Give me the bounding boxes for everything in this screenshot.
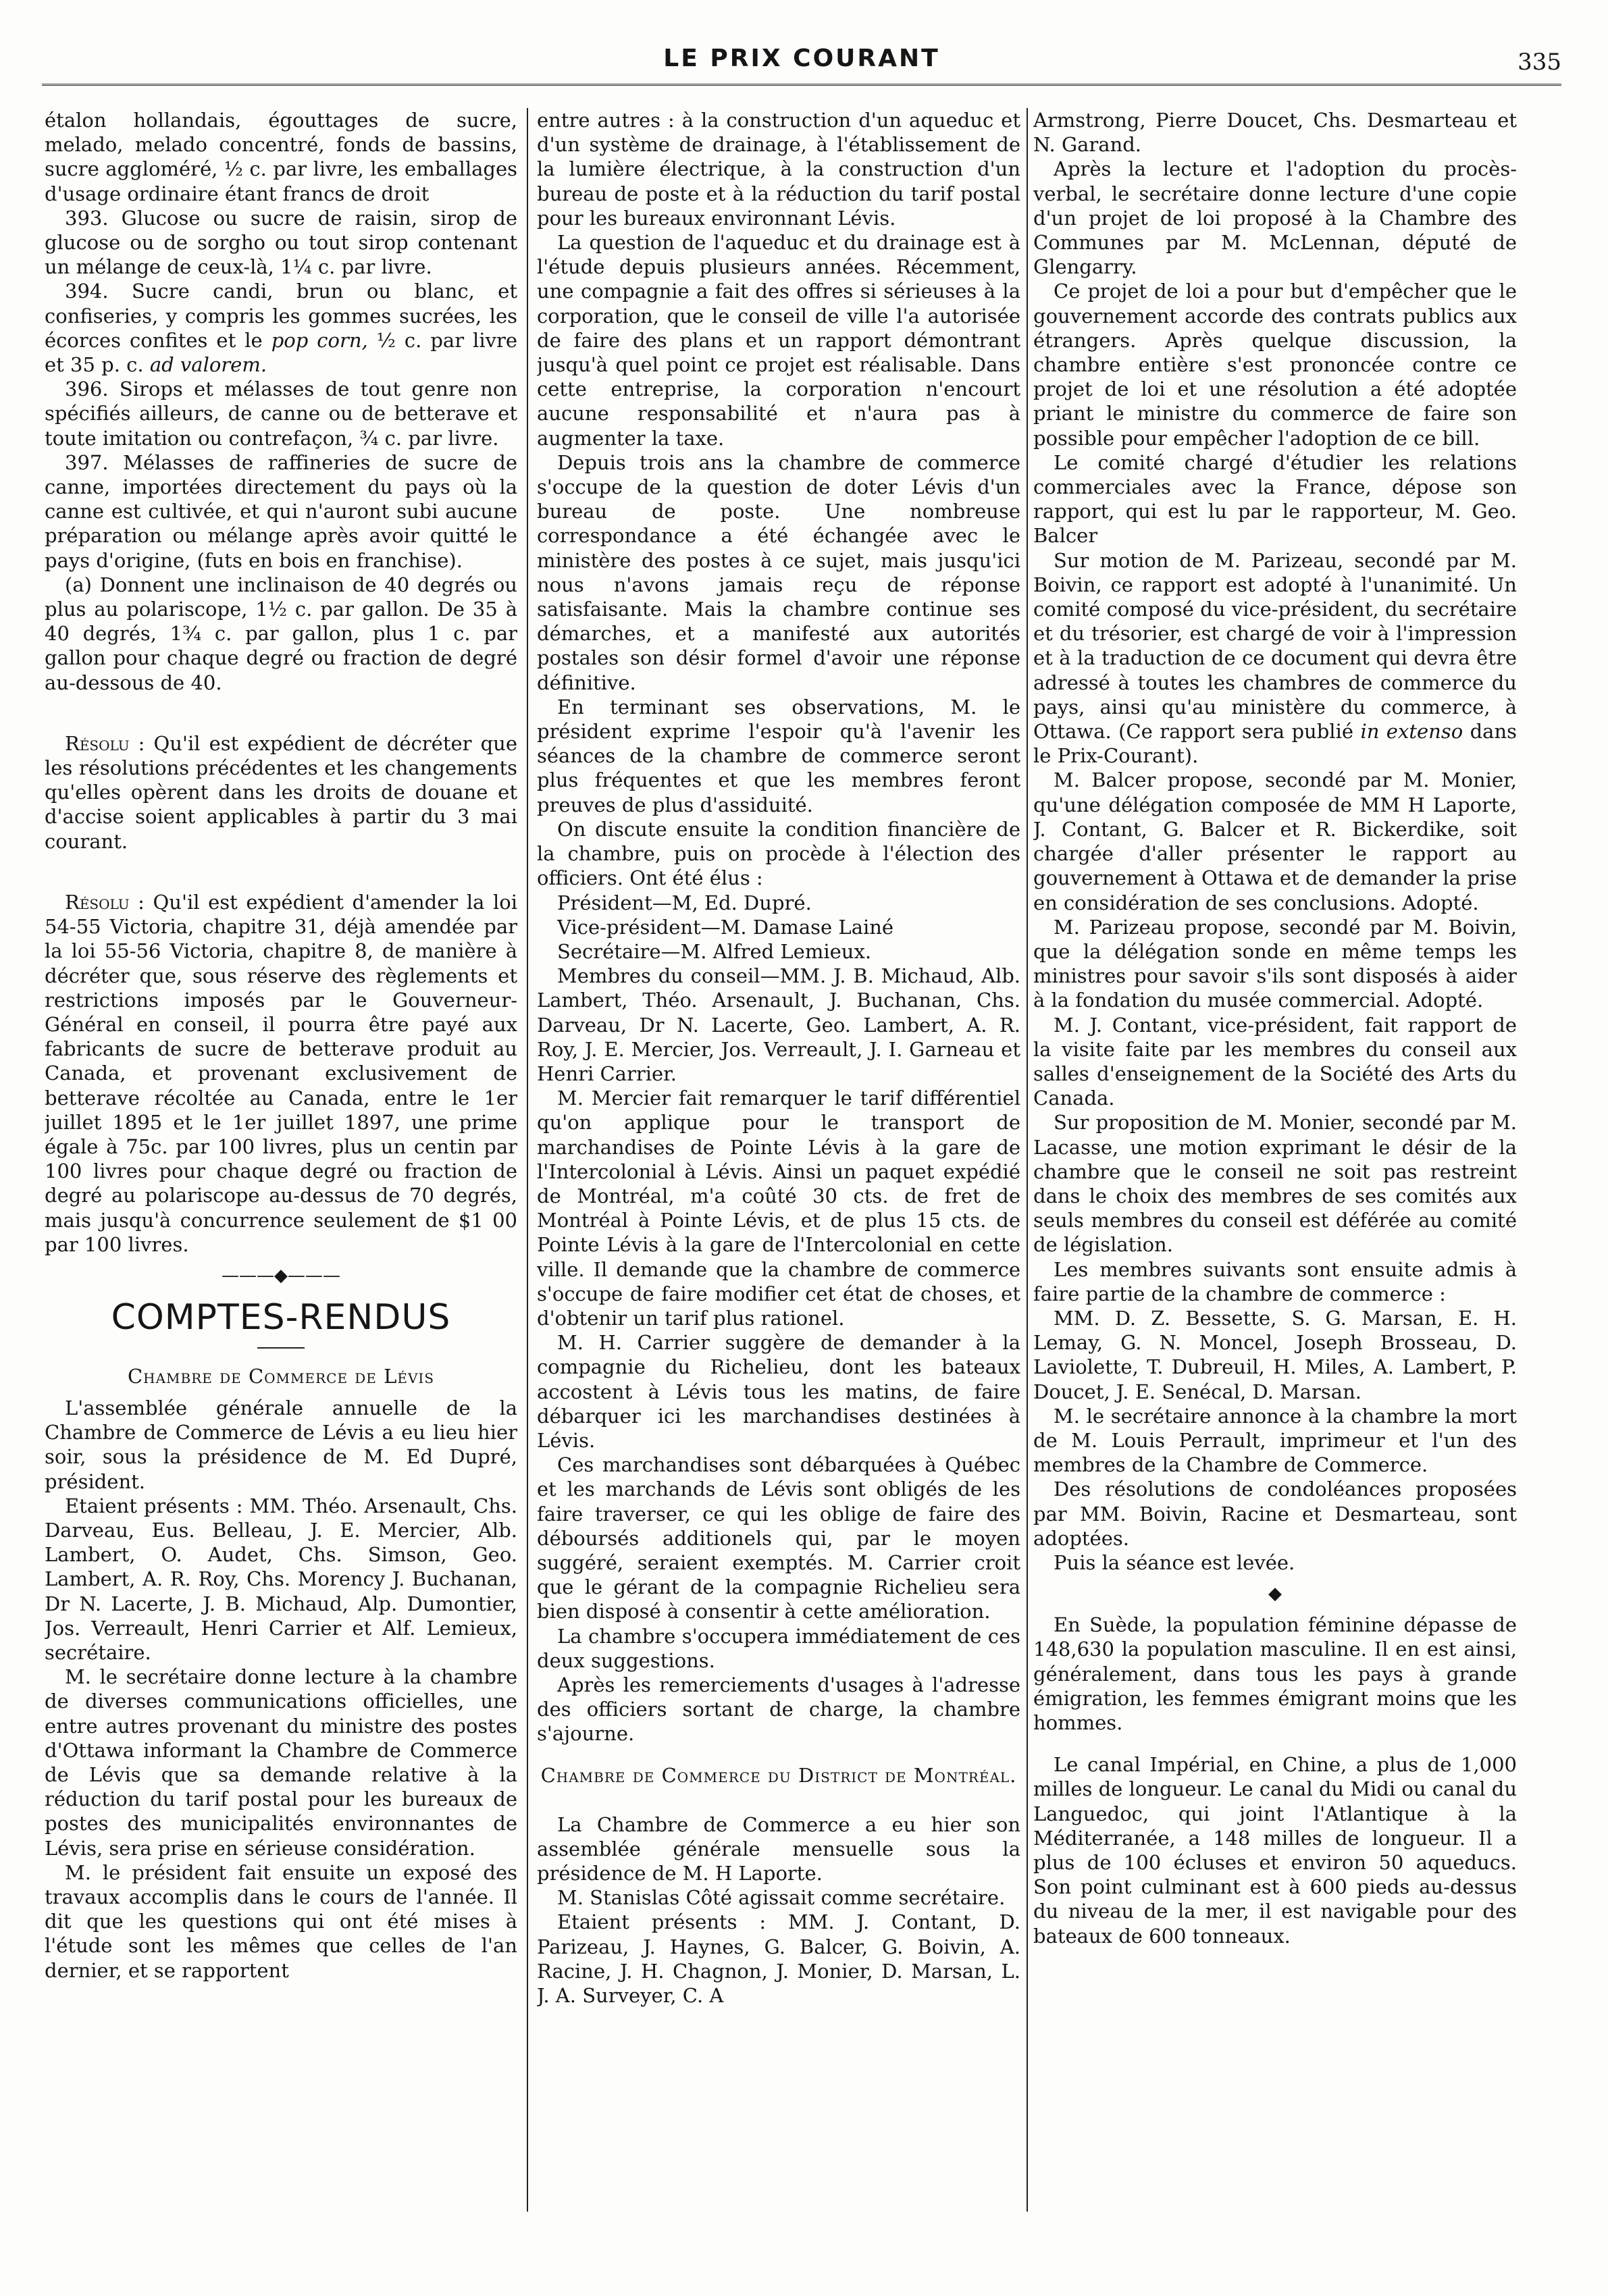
paragraph: M. J. Contant, vice-président, fait rapport de la visite faite par les membres du conseil aux salles d'enseignement de la Société des Arts du Canada.	[1033, 1013, 1517, 1110]
paragraph: Le comité chargé d'étudier les relations commerciales avec la France, dépose son rapport, qui est lu par le rapporteur, M. Geo. Balcer	[1033, 450, 1517, 548]
paragraph: M. Parizeau propose, secondé par M. Boivin, que la délégation sonde en même temps les ministres pour savoir s'ils sont disposés à aider à la fondation du musée commercial. Adopté.	[1033, 915, 1517, 1012]
paragraph: M. Balcer propose, secondé par M. Monier, qu'une délégation composée de MM H Laporte, J. Contant, G. Balcer et R. Bickerdike, soit chargée d'aller présenter le rapport au gouvernement à Ottawa et de demander la prise en considération de ses conclusions. Adopté.	[1033, 768, 1517, 914]
spacer	[45, 854, 517, 890]
paragraph: Des résolutions de condoléances proposées par MM. Boivin, Racine et Desmarteau, sont adoptées.	[1033, 1478, 1517, 1550]
paragraph: Etaient présents : MM. J. Contant, D. Parizeau, J. Haynes, G. Balcer, G. Boivin, A. Racine, J. H. Chagnon, J. Monier, D. Marsan, L. J. A. Surveyer, C. A	[537, 1910, 1020, 2008]
paragraph: Puis la séance est levée.	[1054, 1550, 1295, 1574]
paragraph: entre autres : à la construction d'un aqueduc et d'un système de drainage, à l'établissement de la lumière électrique, à la construction d'un bureau de poste et à la réduction du tarif postal pour les bureaux environnant Lévis.	[537, 109, 1020, 230]
paragraph: La question de l'aqueduc et du drainage est à l'étude depuis plusieurs années. Récemment, une compagnie a fait des offres si sérieuses à la corporation, que le conseil de ville l'a autorisée de faire des plans et un rapport démontrant jusqu'à quel point ce projet est réalisable. Dans cette entreprise, la corporation n'encourt aucune responsabilité et n'aura pas à augmenter la taxe.	[537, 231, 1020, 450]
paragraph: Ces marchandises sont débarquées à Québec et les marchands de Lévis sont obligés de les faire traverser, ce qui les oblige de faire des déboursés additionels qui, par le moyen suggéré, seraient exemptés. M. Carrier croit que le gérant de la compagnie Richelieu sera bien disposé à consentir à cette amélioration.	[537, 1453, 1020, 1623]
subhead: Chambre de Commerce du District de Montréal.	[540, 1763, 1017, 1787]
paragraph: L'assemblée générale annuelle de la Chambre de Commerce de Lévis a eu lieu hier soir, sous la présidence de M. Ed Dupré, président.	[45, 1396, 517, 1493]
subhead: Chambre de Commerce de Lévis	[127, 1364, 435, 1388]
paragraph: 397. Mélasses de raffineries de sucre de canne, importées directement du pays où la canne est cultivée, et qui n'auront subi aucune préparation ou mélange après avoir quitté le pays d'origine, (futs en bois en franchise).	[45, 450, 517, 572]
italic-text: in extenso	[1360, 720, 1463, 743]
paragraph: La chambre s'occupera immédiatement de ces deux suggestions.	[537, 1624, 1020, 1672]
paragraph: Membres du conseil—MM. J. B. Michaud, Alb. Lambert, Théo. Arsenault, J. Buchanan, Chs. Darveau, Dr N. Lacerte, Geo. Lambert, A. R. Roy, J. E. Mercier, Jos. Verreault, J. I. Garneau et Henri Carrier.	[537, 964, 1020, 1085]
header-rule	[42, 84, 1561, 86]
paragraph: MM. D. Z. Bessette, S. G. Marsan, E. H. Lemay, G. N. Moncel, Joseph Brosseau, D. Laviolette, T. Dubreuil, H. Miles, A. Lambert, P. Doucet, J. E. Senécal, D. Marsan.	[1033, 1306, 1517, 1403]
paragraph: Etaient présents : MM. Théo. Arsenault, Chs. Darveau, Eus. Belleau, J. E. Mercier, Alb. Lambert, O. Audet, Chs. Simson, Geo. Lambert, A. R. Roy, Chs. Morency J. Buchanan, Dr N. Lacerte, J. B. Michaud, Alp. Dumontier, Jos. Verreault, Henri Carrier et Alf. Lemieux, secrétaire.	[45, 1494, 517, 1664]
italic-text: ad valorem.	[149, 353, 267, 377]
paragraph: Après les remerciements d'usages à l'adresse des officiers sortant de charge, la chambre s'ajourne.	[537, 1673, 1020, 1746]
text-run: dans le Prix-Courant).	[1033, 720, 1517, 768]
column-divider	[1027, 108, 1028, 2212]
text-run: Sur motion de M. Parizeau, secondé par M. Boivin, ce rapport est adopté à l'unanimité. Un comité composé du vice-président, du secrétaire et du trésorier, est chargé de voir à l'impression et à la traduction de ce document qui devra être adressé à toutes les chambres de commerce du pays, ainsi qu'au ministère du commerce, à Ottawa. (Ce rapport sera publié	[1033, 548, 1517, 743]
ornament-divider: ◆	[1268, 1584, 1282, 1604]
paragraph: Président—M, Ed. Dupré.	[557, 891, 812, 914]
paragraph: M. le secrétaire annonce à la chambre la mort de M. Louis Perrault, imprimeur et l'un des membres de la Chambre de Commerce.	[1033, 1404, 1517, 1477]
paragraph: En terminant ses observations, M. le président exprime l'espoir qu'à l'avenir les séances de la chambre de commerce seront plus fréquentes et que les membres feront preuves de plus d'assiduité.	[537, 695, 1020, 816]
paragraph: La Chambre de Commerce a eu hier son assemblée générale mensuelle sous la présidence de M. H Laporte.	[537, 1812, 1020, 1885]
spacer	[537, 1795, 1020, 1812]
paragraph: Ce projet de loi a pour but d'empêcher que le gouvernement accorde des contrats publics aux étrangers. Après quelque discussion, la chambre entière s'est prononcée contre ce projet de loi et une résolution a été adoptée priant le ministre du commerce de faire son possible pour empêcher l'adoption de ce bill.	[1033, 280, 1517, 450]
resolution-label: Résolu :	[65, 731, 145, 755]
paragraph: Vice-président—M. Damase Lainé	[557, 915, 894, 939]
paragraph: étalon hollandais, égouttages de sucre, melado, melado concentré, fonds de bassins, sucre aggloméré, ½ c. par livre, les emballages d'usage ordinaire étant francs de droit	[45, 109, 517, 205]
text-run: Qu'il est expédient de décréter que les résolutions précédentes et les changements qu'elles opèrent dans les droits de douane et d'accise soient applicables à partir du 3 mai courant.	[45, 731, 517, 853]
text-run: ½ c. par livre et 35 p. c.	[45, 328, 517, 377]
paragraph: On discute ensuite la condition financière de la chambre, puis on procède à l'élection des officiers. Ont été élus :	[537, 817, 1020, 890]
resolution	[45, 890, 517, 1257]
short-rule	[257, 1347, 305, 1349]
paragraph: M. le président fait ensuite un exposé des travaux accomplis dans le cours de l'année. Il dit que les questions qui ont été mises à l'étude sont les mêmes que celles de l'an dernier, et se rapportent	[45, 1860, 517, 1982]
resolution	[45, 731, 517, 854]
italic-text: pop corn,	[271, 328, 368, 352]
paragraph: Armstrong, Pierre Doucet, Chs. Desmarteau et N. Garand.	[1033, 109, 1517, 157]
paragraph: Les membres suivants sont ensuite admis à faire partie de la chambre de commerce :	[1033, 1257, 1517, 1305]
spacer	[537, 1746, 1020, 1764]
paragraph	[45, 279, 517, 377]
text-run: Qu'il est expédient d'amender la loi 54-55 Victoria, chapitre 31, déjà amendée par la loi 55-56 Victoria, chapitre 8, de manière à décréter que, sous réserve des règlements et restrictions imposés par le Gouverneur-Général en conseil, il pourra être payé aux fabricants de sucre de betterave produit au Canada, et provenant exclusivement de betterave récoltée au Canada, entre le 1er juillet 1895 et le 1er juillet 1897, une prime égale à 75c. par 100 livres, plus un centin par 100 livres pour chaque degré ou fraction de degré au polariscope au-dessus de 70 degrés, mais jusqu'à concurrence seulement de $1 00 par 100 livres.	[45, 890, 517, 1256]
paragraph: M. H. Carrier suggère de demander à la compagnie du Richelieu, dont les bateaux accostent à Lévis tous les matins, de faire débarquer ici les marchandises destinées à Lévis.	[537, 1331, 1020, 1452]
column-left	[45, 108, 517, 2201]
paragraph: Depuis trois ans la chambre de commerce s'occupe de la question de doter Lévis d'un bureau de poste. Une nombreuse correspondance a été échangée avec le ministère des postes à ce sujet, mais jusqu'ici nous n'avons jamais reçu de réponse satisfaisante. Mais la chambre continue ses démarches, et a manifesté aux autorités postales son désir formel d'avoir une réponse définitive.	[537, 450, 1020, 694]
paragraph: 396. Sirops et mélasses de tout genre non spécifiés ailleurs, de canne ou de betterave et toute imitation ou contrefaçon, ¾ c. par livre.	[45, 377, 517, 450]
paragraph: En Suède, la population féminine dépasse de 148,630 la population masculine. Il en est ainsi, généralement, dans tous les pays à grande émigration, les femmes émigrant moins que les hommes.	[1033, 1613, 1517, 1734]
paragraph: Le canal Impérial, en Chine, a plus de 1,000 milles de longueur. Le canal du Midi ou canal du Languedoc, qui joint l'Atlantique à la Méditerranée, a 148 milles de longueur. Il a plus de 100 écluses et environ 50 aqueducs. Son point culminant est à 600 pieds au-dessus du niveau de la mer, il est navigable pour des bateaux de 600 tonneaux.	[1033, 1753, 1517, 1948]
paragraph: M. Mercier fait remarquer le tarif différentiel qu'on applique pour le transport de marchandises de Pointe Lévis à la gare de l'Intercolonial à Lévis. Ainsi un paquet expédié de Montréal, m'a coûté 30 cts. de fret de Montréal à Pointe Lévis, et de plus 15 cts. de Pointe Lévis à la gare de l'Intercolonial en cette ville. Il demande que la chambre de commerce s'occupe de faire modifier cet état de choses, et d'obtenir un tarif plus rationel.	[537, 1087, 1020, 1330]
page-number: 335	[1518, 49, 1561, 76]
column-divider	[527, 108, 528, 2212]
running-title: LE PRIX COURANT	[663, 45, 940, 72]
spacer	[1033, 1735, 1517, 1752]
ornament-divider: ———◆———	[222, 1265, 340, 1286]
resolution-label: Résolu :	[65, 890, 145, 914]
column-middle	[537, 108, 1020, 2201]
paragraph: 393. Glucose ou sucre de raisin, sirop de glucose ou de sorgho ou tout sirop contenant un mélange de ceux-là, 1¼ c. par livre.	[45, 206, 517, 279]
paragraph: (a) Donnent une inclinaison de 40 degrés ou plus au polariscope, 1½ c. par gallon. De 35 à 40 degrés, 1¾ c. par gallon, plus 1 c. par gallon pour chaque degré ou fraction de degré au-dessous de 40.	[45, 573, 517, 694]
paragraph: Secrétaire—M. Alfred Lemieux.	[557, 939, 872, 963]
paragraph: M. le secrétaire donne lecture à la chambre de diverses communications officielles, une entre autres provenant du ministre des postes d'Ottawa informant la Chambre de Commerce de Lévis que sa demande relative à la réduction du tarif postal pour les bureaux de postes des municipalités environnantes de Lévis, sera prise en sérieuse considération.	[45, 1665, 517, 1860]
section-title: COMPTES-RENDUS	[111, 1297, 451, 1338]
column-right	[1033, 108, 1517, 2201]
spacer	[45, 695, 517, 731]
paragraph: M. Stanislas Côté agissait comme secrétaire.	[557, 1886, 1006, 1910]
paragraph: Sur proposition de M. Monier, secondé par M. Lacasse, une motion exprimant le désir de la chambre que le conseil ne soit pas restreint dans le choix des membres de ses comités aux seuls membres du conseil est déférée au comité de législation.	[1033, 1111, 1517, 1257]
paragraph: Après la lecture et l'adoption du procès-verbal, le secrétaire donne lecture d'une copie d'un projet de loi proposé à la Chambre des Communes par M. McLennan, député de Glengarry.	[1033, 157, 1517, 279]
text-run: 394. Sucre candi, brun ou blanc, et confiseries, y compris les gommes sucrées, les écorces confites et le	[45, 280, 517, 352]
paragraph	[1033, 548, 1517, 768]
page-header	[42, 39, 1561, 80]
